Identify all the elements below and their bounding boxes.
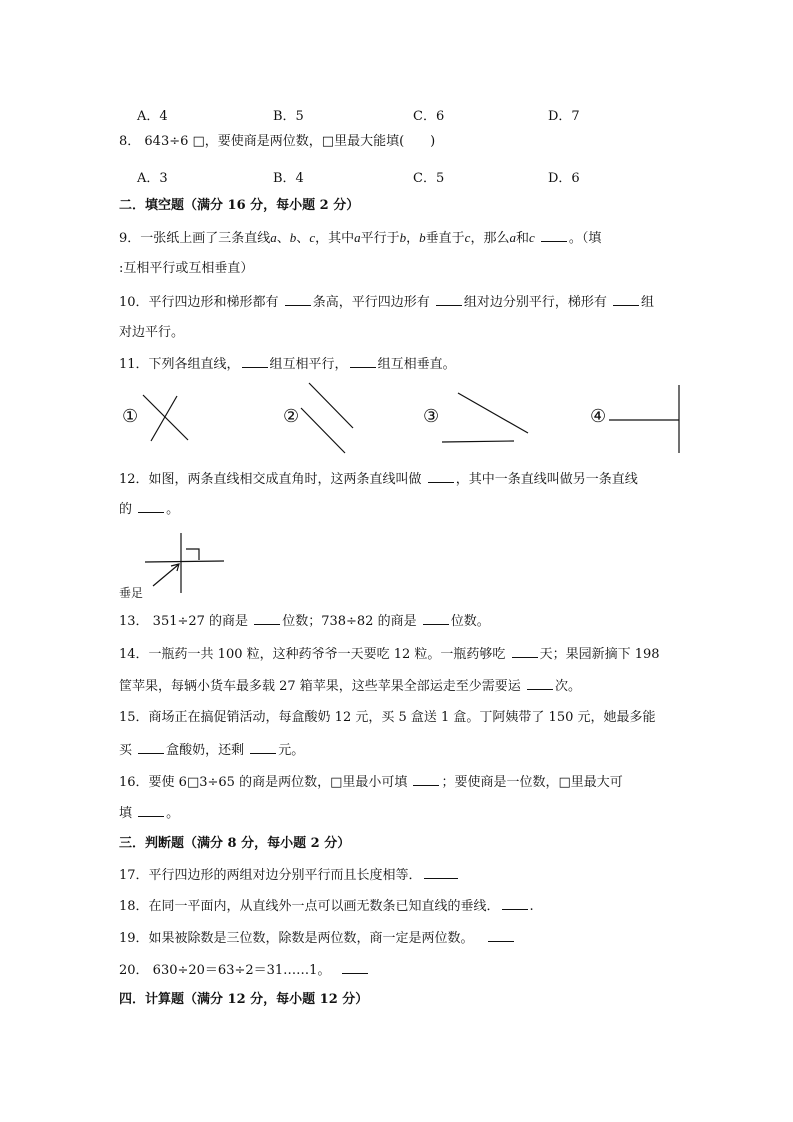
q10-line-2: 对边平行。 [119, 325, 185, 340]
q17-line [119, 866, 460, 884]
q8-option-c: C．5 [413, 171, 445, 186]
right-angle-mark [186, 549, 199, 560]
foot-of-perpendicular-label: 垂足 [119, 586, 144, 600]
q16-text: 16．要使 6□3÷65 的商是两位数，□里最小可填 [119, 775, 412, 790]
q10-text: 组 [640, 295, 654, 310]
answer-blank[interactable] [424, 866, 458, 879]
q11-text-part: 组互相平行， [269, 357, 348, 372]
answer-blank[interactable] [527, 677, 553, 690]
q10-text: 组对边分别平行，梯形有 [463, 295, 611, 310]
q9-text: 平行于 [360, 231, 400, 246]
q8-option-b: B．4 [273, 171, 304, 186]
var-c: c [464, 230, 471, 245]
q15-line-1: 15．商场正在搞促销活动，每盒酸奶 12 元，买 5 盒送 1 盒。丁阿姨带了 150 元，她最多能 [119, 710, 656, 725]
q20-line [119, 961, 370, 979]
q11-text-part: 11．下列各组直线， [119, 357, 240, 372]
figure-label-1: ① [122, 406, 139, 427]
q14-text: 14．一瓶药一共 100 粒，这种药爷爷一天要吃 12 粒。一瓶药够吃 [119, 647, 510, 662]
answer-blank[interactable] [138, 804, 164, 817]
q7-option-c: C．6 [413, 109, 445, 124]
q8-option-a: A．3 [137, 171, 168, 186]
q7-option-d: D．7 [548, 109, 580, 124]
q16-line-1 [119, 773, 623, 791]
section-4-heading: 四．计算题（满分 12 分，每小题 12 分） [119, 992, 369, 1007]
answer-blank[interactable] [138, 741, 164, 754]
q9-text: 和 [515, 231, 529, 246]
q13-text-part: 13． 351÷27 的商是 [119, 614, 253, 629]
answer-blank[interactable] [342, 961, 368, 974]
figure-label-4: ④ [590, 406, 607, 427]
q9-text: ，那么 [470, 231, 510, 246]
var-b: b [399, 230, 407, 245]
q7-option-a: A．4 [137, 109, 168, 124]
q9-suffix: 。（填 [568, 231, 602, 246]
var-a: a [354, 230, 361, 245]
q9-prefix: 9．一张纸上画了三条直线 [119, 231, 271, 246]
q16-line-2 [119, 804, 179, 822]
answer-blank[interactable] [512, 645, 538, 658]
q7-option-b: B．5 [273, 109, 304, 124]
q9-line-2: :互相平行或互相垂直） [119, 261, 254, 276]
q12-text: 12．如图，两条直线相交成直角时，这两条直线叫做 [119, 472, 426, 487]
q19-line [119, 929, 516, 947]
answer-blank[interactable] [502, 897, 528, 910]
q12-text: 。 [166, 502, 180, 517]
q9-text: ，其中 [315, 231, 355, 246]
q16-text: 。 [166, 806, 180, 821]
q12-text: ，其中一条直线叫做另一条直线 [455, 472, 638, 487]
var-c: c [309, 230, 316, 245]
q11-text-part: 组互相垂直。 [377, 357, 456, 372]
q18-suffix: . [529, 899, 534, 914]
answer-blank[interactable] [254, 612, 280, 625]
q8-option-d: D．6 [548, 171, 580, 186]
q18-line [119, 897, 534, 915]
answer-blank[interactable] [413, 773, 439, 786]
q14-line-2 [119, 677, 581, 695]
q15-line-2 [119, 741, 304, 759]
q16-text: ；要使商是一位数，□里最大可 [441, 775, 623, 790]
var-a: a [270, 230, 277, 245]
q17-text: 17．平行四边形的两组对边分别平行而且长度相等． [119, 868, 422, 883]
separator: 、 [296, 231, 310, 246]
q19-text: 19．如果被除数是三位数，除数是两位数，商一定是两位数。 [119, 931, 474, 946]
horizontal-line [145, 561, 224, 562]
var-c: c [528, 230, 535, 245]
q15-text: 盒酸奶，还剩 [166, 743, 249, 758]
q15-text: 买 [119, 743, 137, 758]
q9-text: ， [406, 231, 420, 246]
q9-text: 垂直于 [425, 231, 465, 246]
q13-text-part: 位数；738÷82 的商是 [282, 614, 421, 629]
q13-text [119, 612, 490, 630]
q13-text-part: 位数。 [450, 614, 490, 629]
answer-blank[interactable] [423, 612, 449, 625]
section-3-heading: 三．判断题（满分 8 分，每小题 2 分） [119, 836, 351, 851]
q12-text: 的 [119, 502, 137, 517]
var-b: b [289, 230, 297, 245]
figure-label-2: ② [283, 406, 300, 427]
figure-label-3: ③ [423, 406, 440, 427]
q10-text: 条高，平行四边形有 [312, 295, 434, 310]
q15-text: 元。 [278, 743, 305, 758]
q18-text: 18．在同一平面内，从直线外一点可以画无数条已知直线的垂线． [119, 899, 500, 914]
var-b: b [419, 230, 426, 245]
q16-text: 填 [119, 806, 137, 821]
q20-text: 20． 630÷20＝63÷2＝31……1。 [119, 963, 331, 978]
q14-line-1 [119, 645, 660, 663]
section-2-heading: 二．填空题（满分 16 分，每小题 2 分） [119, 198, 360, 213]
separator: 、 [276, 231, 290, 246]
answer-blank[interactable] [250, 741, 276, 754]
q8-text: 8． 643÷6 □，要使商是两位数，□里最大能填( ) [119, 134, 436, 149]
q14-text: 筐苹果，每辆小货车最多载 27 箱苹果，这些苹果全部运走至少需要运 [119, 679, 525, 694]
q14-text: 次。 [554, 679, 581, 694]
q14-text: 天；果园新摘下 198 [539, 647, 660, 662]
var-a: a [509, 230, 516, 245]
q10-text: 10．平行四边形和梯形都有 [119, 295, 283, 310]
answer-blank[interactable] [488, 929, 514, 942]
arrow-shaft [153, 565, 178, 586]
